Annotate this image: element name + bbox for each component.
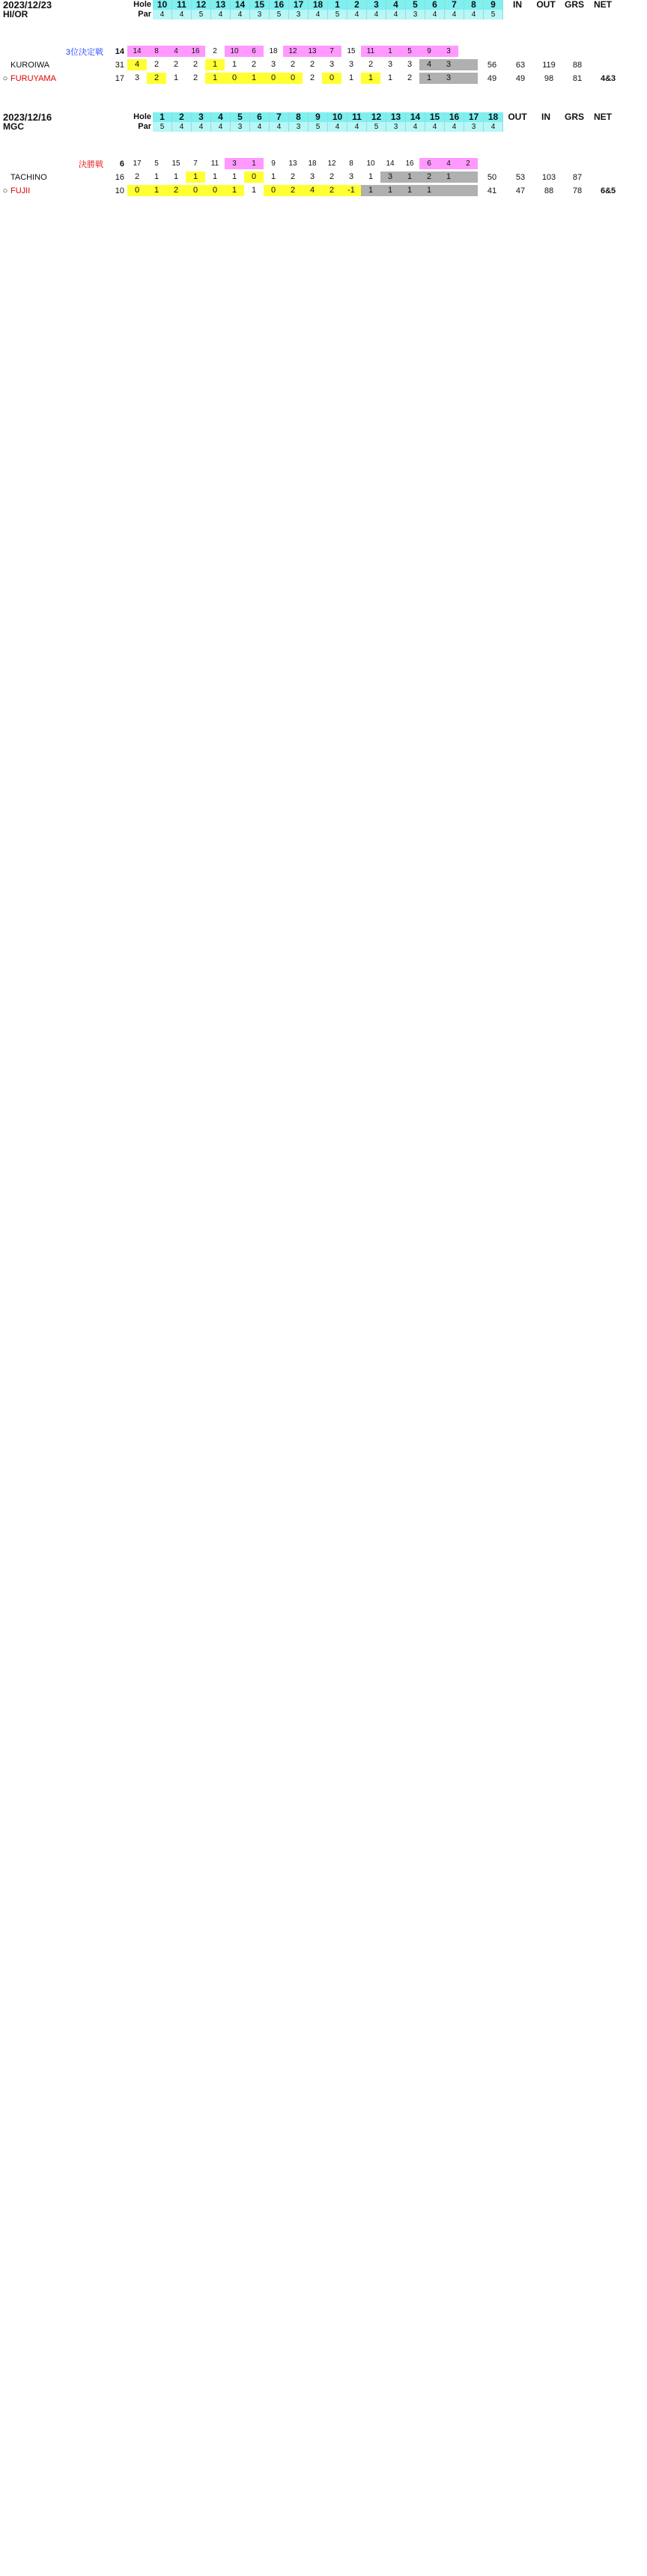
hole-score: 0	[322, 73, 341, 84]
par-value: 3	[406, 10, 425, 19]
hole-number: 3	[192, 112, 211, 122]
round-date: 2023/12/23	[3, 0, 52, 10]
hole-score: 1	[380, 185, 400, 196]
hole-score: 2	[290, 172, 296, 181]
hole-number: 13	[386, 112, 406, 122]
hole-score: 1	[270, 172, 276, 181]
player-name: FURUYAMA	[10, 73, 56, 83]
par-value: 4	[211, 10, 231, 19]
hole-score: 2	[283, 185, 303, 196]
stroke-index-cell: 6	[244, 46, 264, 57]
score-total: 63	[515, 60, 526, 70]
tail-col: OUT	[508, 112, 527, 122]
score-total: 50	[487, 172, 497, 182]
par-value: 5	[484, 10, 503, 19]
stroke-index-cell: 15	[347, 47, 356, 55]
stroke-index-cell: 8	[147, 46, 166, 57]
hole-number: 1	[153, 112, 172, 122]
hole-number: 9	[484, 0, 503, 10]
stroke-index-cell: 18	[269, 47, 278, 55]
par-value: 4	[367, 10, 386, 19]
hole-number: 10	[328, 112, 347, 122]
round-course: HI/OR	[3, 9, 28, 19]
par-value: 3	[386, 122, 406, 132]
par-value: 4	[347, 122, 367, 132]
hole-number: 16	[270, 0, 289, 10]
score-total: 47	[515, 186, 526, 195]
hole-number-row	[153, 112, 503, 122]
hole-score: 1	[361, 185, 380, 196]
stroke-index-cell: 1	[380, 46, 400, 57]
score-total: 81	[572, 73, 583, 83]
par-value: 4	[172, 122, 192, 132]
hole-number: 4	[386, 0, 406, 10]
par-value: 3	[231, 122, 250, 132]
match-label: 決勝戦	[79, 160, 103, 169]
par-label: Par	[138, 122, 151, 131]
handicap-info-row	[0, 45, 647, 58]
stroke-index-cell: 12	[283, 46, 303, 57]
par-value: 3	[289, 122, 309, 132]
hole-score: 1	[361, 73, 380, 84]
stroke-index-cell: 8	[349, 160, 353, 168]
stroke-index-cell: 7	[193, 160, 198, 168]
hole-number: 6	[250, 112, 270, 122]
hole-score: 1	[173, 172, 179, 181]
player-row	[0, 58, 647, 71]
hole-score: 1	[186, 171, 205, 183]
hole-number: 11	[172, 0, 192, 10]
par-value: 4	[406, 122, 425, 132]
hole-score: 1	[368, 172, 374, 181]
par-value: 5	[309, 122, 328, 132]
hole-score: 2	[419, 171, 439, 183]
hole-score	[458, 59, 478, 70]
hole-score	[458, 73, 478, 84]
hole-score: 2	[192, 73, 198, 82]
hole-score: 2	[134, 172, 140, 181]
hole-score: 3	[407, 60, 413, 69]
hole-number: 16	[445, 112, 464, 122]
stroke-index-cell: 6	[419, 158, 439, 169]
hole-number: 18	[484, 112, 503, 122]
hole-score: 1	[439, 171, 458, 183]
hole-score: 1	[419, 185, 439, 196]
score-total: 41	[487, 186, 497, 195]
hole-score: 1	[205, 59, 225, 70]
stroke-index-cell: 15	[171, 160, 180, 168]
tail-col: IN	[513, 0, 522, 10]
hole-score: 3	[387, 60, 393, 69]
score-total: 56	[487, 60, 497, 70]
par-value: 4	[445, 10, 464, 19]
hole-score: 1	[419, 73, 439, 84]
hole-number: 13	[211, 0, 231, 10]
stroke-index-cell: 3	[225, 158, 244, 169]
stroke-index-cell: 14	[127, 46, 147, 57]
hole-number: 7	[445, 0, 464, 10]
par-value: 5	[270, 10, 289, 19]
hole-number: 4	[211, 112, 231, 122]
hole-score: 4	[303, 185, 322, 196]
round-date: 2023/12/16	[3, 112, 52, 123]
hole-number: 15	[250, 0, 270, 10]
hole-number: 12	[367, 112, 386, 122]
stroke-index-cell: 16	[186, 46, 205, 57]
hole-score: 2	[166, 185, 186, 196]
hole-score: 2	[251, 60, 257, 69]
hole-score: 2	[154, 60, 160, 69]
hole-score: 0	[244, 171, 264, 183]
par-value: 5	[367, 122, 386, 132]
player-row	[0, 72, 647, 85]
hole-number: 7	[270, 112, 289, 122]
hole-score: 1	[244, 73, 264, 84]
hole-number: 11	[347, 112, 367, 122]
hole-score: 3	[134, 73, 140, 82]
score-total: 53	[515, 172, 526, 182]
hole-score: 1	[387, 73, 393, 82]
par-value: 4	[153, 10, 172, 19]
hole-score: 3	[439, 73, 458, 84]
par-value: 4	[231, 10, 250, 19]
hole-score: 1	[154, 172, 160, 181]
hole-number: 5	[406, 0, 425, 10]
score-total: 103	[541, 172, 556, 182]
hole-number: 12	[192, 0, 211, 10]
hole-number: 8	[289, 112, 309, 122]
stroke-index-cell: 4	[166, 46, 186, 57]
stroke-index-cell: 2	[213, 47, 217, 55]
hole-score: 0	[205, 185, 225, 196]
hole-score: 0	[264, 185, 283, 196]
score-total: 49	[487, 73, 497, 83]
round-course: MGC	[3, 121, 24, 132]
hole-score: 2	[368, 60, 374, 69]
par-value: 4	[270, 122, 289, 132]
hole-number: 8	[464, 0, 484, 10]
stroke-index-cell: 18	[308, 160, 317, 168]
stroke-index-cell: 4	[439, 158, 458, 169]
par-value: 3	[289, 10, 309, 19]
hole-score: 0	[186, 185, 205, 196]
hole-score: 1	[231, 172, 237, 181]
player-handicap: 10	[115, 186, 124, 195]
hole-number: 6	[425, 0, 445, 10]
score-total: 88	[544, 186, 554, 195]
stroke-index-cell: 10	[366, 160, 375, 168]
stroke-index-cell: 16	[405, 160, 414, 168]
hole-score: 0	[127, 185, 147, 196]
stroke-index-cell	[458, 46, 478, 57]
par-label: Par	[138, 10, 151, 19]
hole-score: 2	[309, 60, 315, 69]
hole-score: 1	[225, 185, 244, 196]
hole-number: 17	[464, 112, 484, 122]
hole-score: 1	[147, 185, 166, 196]
player-handicap: 17	[115, 73, 124, 83]
match-result: 4&3	[601, 73, 616, 83]
par-value: 4	[484, 122, 503, 132]
stroke-index-cell: 2	[458, 158, 478, 169]
hole-number: 10	[153, 0, 172, 10]
par-value: 3	[464, 122, 484, 132]
tail-col: GRS	[564, 0, 584, 10]
hole-score: 2	[322, 185, 341, 196]
hole-score: 1	[348, 73, 354, 82]
par-value: 4	[425, 122, 445, 132]
hole-score: 1	[173, 73, 179, 82]
stroke-index-cell: 5	[400, 46, 419, 57]
par-value: 4	[425, 10, 445, 19]
winner-mark: ○	[2, 73, 8, 83]
par-value: 4	[309, 10, 328, 19]
stroke-index-cell: 9	[419, 46, 439, 57]
player-row	[0, 184, 647, 197]
par-row	[153, 122, 503, 132]
stroke-index-cell: 17	[133, 160, 142, 168]
hole-score: 3	[329, 60, 335, 69]
handicap-info-row	[0, 157, 647, 170]
hole-label: Hole	[133, 0, 151, 9]
hole-score: 3	[348, 60, 354, 69]
hole-score: 2	[407, 73, 413, 82]
hole-number: 5	[231, 112, 250, 122]
par-value: 3	[250, 10, 270, 19]
par-value: 4	[347, 10, 367, 19]
hole-score: 3	[309, 172, 315, 181]
hole-score: 2	[192, 60, 198, 69]
stroke-index-cell: 11	[210, 160, 219, 168]
par-value: 5	[153, 122, 172, 132]
tail-col: NET	[594, 0, 612, 10]
score-total: 87	[572, 172, 583, 182]
score-total: 88	[572, 60, 583, 70]
round-header	[0, 0, 647, 19]
hole-score	[439, 185, 458, 196]
par-value: 4	[172, 10, 192, 19]
par-value: 4	[386, 10, 406, 19]
stroke-index-cell: 14	[386, 160, 395, 168]
stroke-index-cell: 7	[322, 46, 341, 57]
hole-score: 3	[348, 172, 354, 181]
hole-number: 9	[309, 112, 328, 122]
stroke-index-cell: 10	[225, 46, 244, 57]
hole-number: 14	[231, 0, 250, 10]
hole-score: 2	[147, 73, 166, 84]
stroke-index-cell: 1	[244, 158, 264, 169]
stroke-index-cell: 13	[303, 46, 322, 57]
match-value: 14	[115, 46, 124, 56]
stroke-index-cell: 9	[271, 160, 276, 168]
winner-mark: ○	[2, 186, 8, 195]
hole-score: 4	[127, 59, 147, 70]
hole-number: 3	[367, 0, 386, 10]
stroke-index-cell: 13	[288, 160, 297, 168]
hole-score: 1	[231, 60, 237, 69]
par-value: 4	[250, 122, 270, 132]
player-name: FUJII	[10, 186, 31, 195]
player-handicap: 31	[115, 60, 124, 70]
hole-number: 2	[347, 0, 367, 10]
score-total: 49	[515, 73, 526, 83]
match-value: 6	[119, 159, 124, 168]
tail-col: IN	[541, 112, 550, 122]
hole-number: 1	[328, 0, 347, 10]
match-result: 6&5	[601, 186, 616, 195]
hole-score: 4	[419, 59, 439, 70]
hole-score: 0	[225, 73, 244, 84]
hole-score: 1	[400, 171, 419, 183]
round-header	[0, 112, 647, 132]
score-total: 78	[572, 186, 583, 195]
hole-score: 2	[290, 60, 296, 69]
hole-number-row	[153, 0, 503, 10]
hole-score: 1	[205, 73, 225, 84]
par-row	[153, 10, 503, 19]
score-total: 119	[542, 60, 556, 70]
score-total: 98	[544, 73, 554, 83]
player-name: TACHINO	[10, 172, 47, 182]
par-value: 4	[445, 122, 464, 132]
hole-score: 2	[329, 172, 335, 181]
hole-score: 1	[400, 185, 419, 196]
hole-score: 0	[264, 73, 283, 84]
hole-score: 1	[212, 172, 218, 181]
round-section-2	[0, 112, 647, 195]
tail-col: OUT	[536, 0, 556, 10]
hole-number: 15	[425, 112, 445, 122]
tail-col: NET	[594, 112, 612, 122]
par-value: 5	[192, 10, 211, 19]
player-name: KUROIWA	[10, 60, 50, 70]
round-section-1	[0, 0, 647, 83]
stroke-index-cell: 5	[154, 160, 159, 168]
hole-number: 18	[309, 0, 328, 10]
stroke-index-cell: 3	[439, 46, 458, 57]
par-value: 4	[211, 122, 231, 132]
match-label: 3位決定戦	[65, 47, 103, 57]
hole-score: 1	[251, 186, 257, 195]
par-value: 4	[464, 10, 484, 19]
par-value: 4	[328, 122, 347, 132]
hole-label: Hole	[133, 112, 151, 121]
hole-score: 3	[439, 59, 458, 70]
hole-number: 2	[172, 112, 192, 122]
stroke-index-cell: 12	[327, 160, 336, 168]
player-handicap: 16	[115, 172, 124, 182]
player-row	[0, 171, 647, 183]
hole-score: 3	[380, 171, 400, 183]
hole-score: 3	[270, 60, 276, 69]
hole-number: 14	[406, 112, 425, 122]
hole-score: -1	[341, 185, 361, 196]
hole-score: 0	[283, 73, 303, 84]
hole-score: 2	[173, 60, 179, 69]
hole-number: 17	[289, 0, 309, 10]
par-value: 4	[192, 122, 211, 132]
par-value: 5	[328, 10, 347, 19]
hole-score	[458, 185, 478, 196]
tail-col: GRS	[564, 112, 584, 122]
hole-score	[458, 171, 478, 183]
hole-score: 2	[309, 73, 315, 82]
stroke-index-cell: 11	[361, 46, 380, 57]
